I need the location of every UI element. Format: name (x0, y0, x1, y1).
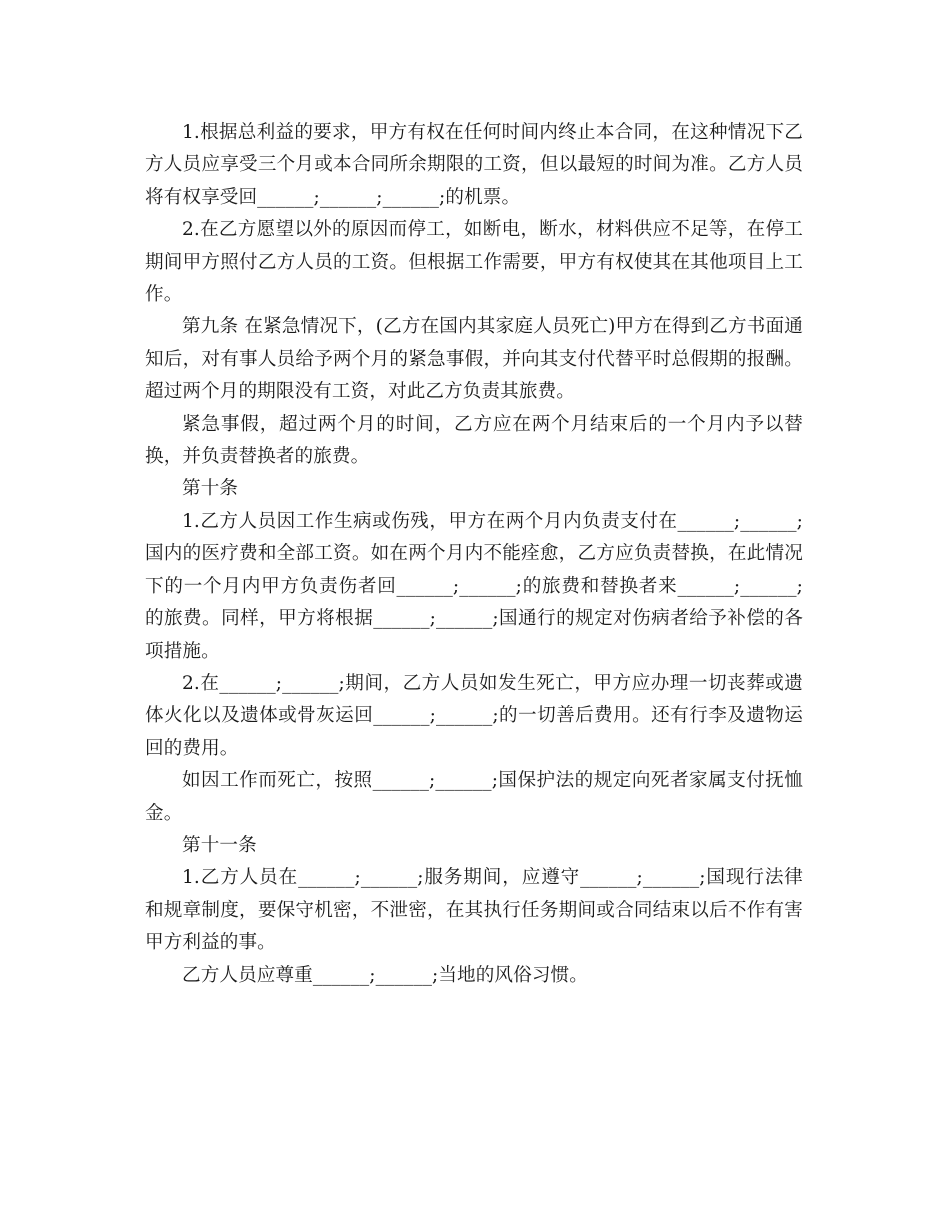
paragraph-clause-10-2: 2.在______;______;期间，乙方人员如发生死亡，甲方应办理一切丧葬或遗体火化以及遗体或骨灰运回______;______;的一切善后费用。还有行李及遗物运回的费用。 (145, 672, 803, 759)
paragraph-article-9: 第九条 在紧急情况下，(乙方在国内其家庭人员死亡)甲方在得到乙方书面通知后，对有事人员给予两个月的紧急事假，并向其支付代替平时总假期的报酬。超过两个月的期限没有工资，对此乙方负责其旅费。 (145, 316, 803, 403)
heading-article-11: 第十一条 (182, 834, 257, 856)
paragraph-clause-8-1: 1.根据总利益的要求，甲方有权在任何时间内终止本合同，在这种情况下乙方人员应享受三个月或本合同所余期限的工资，但以最短的时间为准。乙方人员将有权享受回______;______;______;的机票。 (145, 122, 803, 208)
paragraph-clause-8-2: 2.在乙方愿望以外的原因而停工，如断电，断水，材料供应不足等，在停工期间甲方照付乙方人员的工资。但根据工作需要，甲方有权使其在其他项目上工作。 (145, 219, 803, 306)
paragraph-death-compensation: 如因工作而死亡，按照______;______;国保护法的规定向死者家属支付抚恤金。 (145, 770, 803, 824)
paragraph-clause-11-1: 1.乙方人员在______;______;服务期间，应遵守______;______;国现行法律和规章制度，要保守机密，不泄密，在其执行任务期间或合同结束以后不作有害甲方利益的事。 (145, 867, 803, 954)
document-body (145, 117, 803, 992)
heading-article-10: 第十条 (182, 478, 239, 500)
paragraph-clause-10-1: 1.乙方人员因工作生病或伤残，甲方在两个月内负责支付在______;______;国内的医疗费和全部工资。如在两个月内不能痊愈，乙方应负责替换，在此情况下的一个月内甲方负责伤者回______;______;的旅费和替换者来______;______;的旅费。同样，甲方将根据______;______;国通行的规定对伤病者给予补偿的各项措施。 (145, 510, 803, 662)
paragraph-emergency-leave: 紧急事假，超过两个月的时间，乙方应在两个月结束后的一个月内予以替换，并负责替换者的旅费。 (145, 413, 803, 468)
paragraph-local-customs: 乙方人员应尊重______;______;当地的风俗习惯。 (182, 964, 588, 986)
